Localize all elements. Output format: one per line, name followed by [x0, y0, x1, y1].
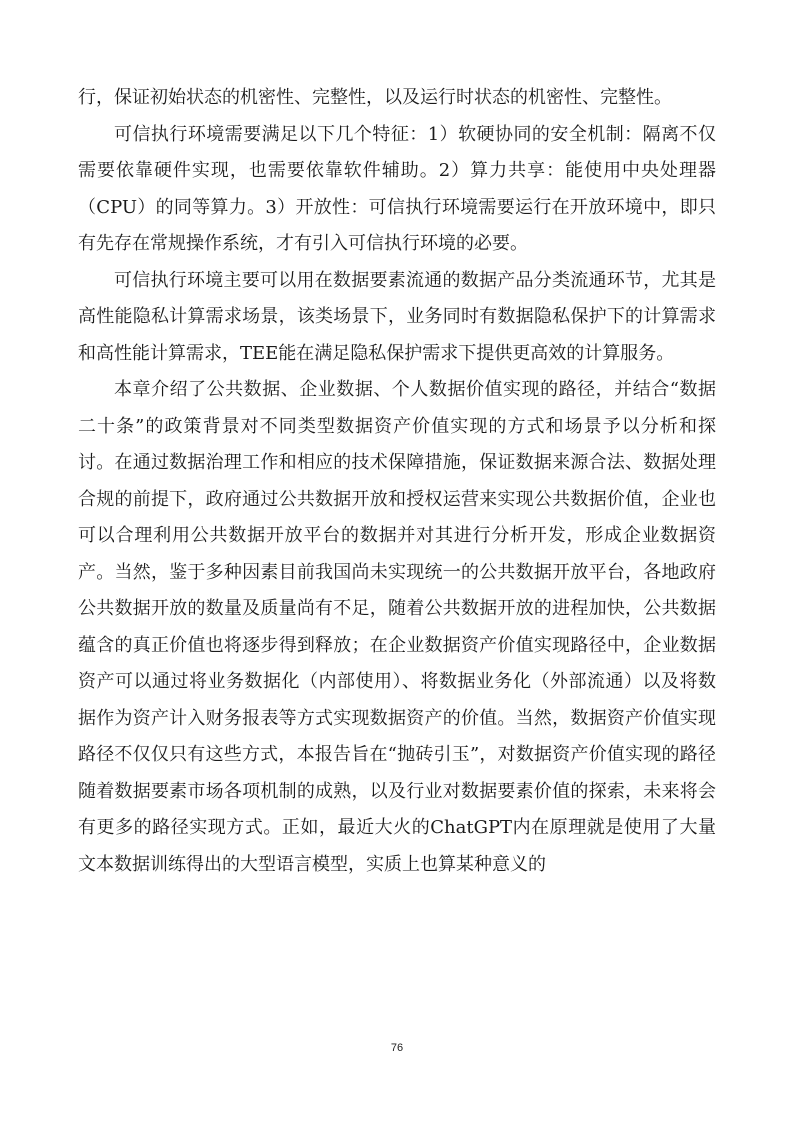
- paragraph-1: 行，保证初始状态的机密性、完整性，以及运行时状态的机密性、完整性。: [78, 87, 672, 108]
- paragraph-2: 可信执行环境需要满足以下几个特征：1）软硬协同的安全机制：隔离不仅需要依靠硬件实现，也需要依靠软件辅助。2）算力共享：能使用中央处理器（CPU）的同等算力。3）开放性：可信执行环境需要运行在开放环境中，即只有先存在常规操作系统，才有引入可信执行环境的必要。: [78, 123, 716, 254]
- document-body: [78, 80, 716, 883]
- paragraph-3: 可信执行环境主要可以用在数据要素流通的数据产品分类流通环节，尤其是高性能隐私计算需求场景，该类场景下，业务同时有数据隐私保护下的计算需求和高性能计算需求，TEE能在满足隐私保护需求下提供更高效的计算服务。: [78, 269, 716, 364]
- page-number: 76: [390, 1042, 404, 1054]
- paragraph-4: 本章介绍了公共数据、企业数据、个人数据价值实现的路径，并结合“数据二十条”的政策背景对不同类型数据资产价值实现的方式和场景予以分析和探讨。在通过数据治理工作和相应的技术保障措施，保证数据来源合法、数据处理合规的前提下，政府通过公共数据开放和授权运营来实现公共数据价值，企业也可以合理利用公共数据开放平台的数据并对其进行分析开发，形成企业数据资产。当然，鉴于多种因素目前我国尚未实现统一的公共数据开放平台，各地政府公共数据开放的数量及质量尚有不足，随着公共数据开放的进程加快，公共数据蕴含的真正价值也将逐步得到释放；在企业数据资产价值实现路径中，企业数据资产可以通过将业务数据化（内部使用）、将数据业务化（外部流通）以及将数据作为资产计入财务报表等方式实现数据资产的价值。当然，数据资产价值实现路径不仅仅只有这些方式，本报告旨在“抛砖引玉”，对数据资产价值实现的路径随着数据要素市场各项机制的成熟，以及行业对数据要素价值的探索，未来将会有更多的路径实现方式。正如，最近大火的ChatGPT内在原理就是使用了大量文本数据训练得出的大型语言模型，实质上也算某种意义的: [78, 379, 716, 875]
